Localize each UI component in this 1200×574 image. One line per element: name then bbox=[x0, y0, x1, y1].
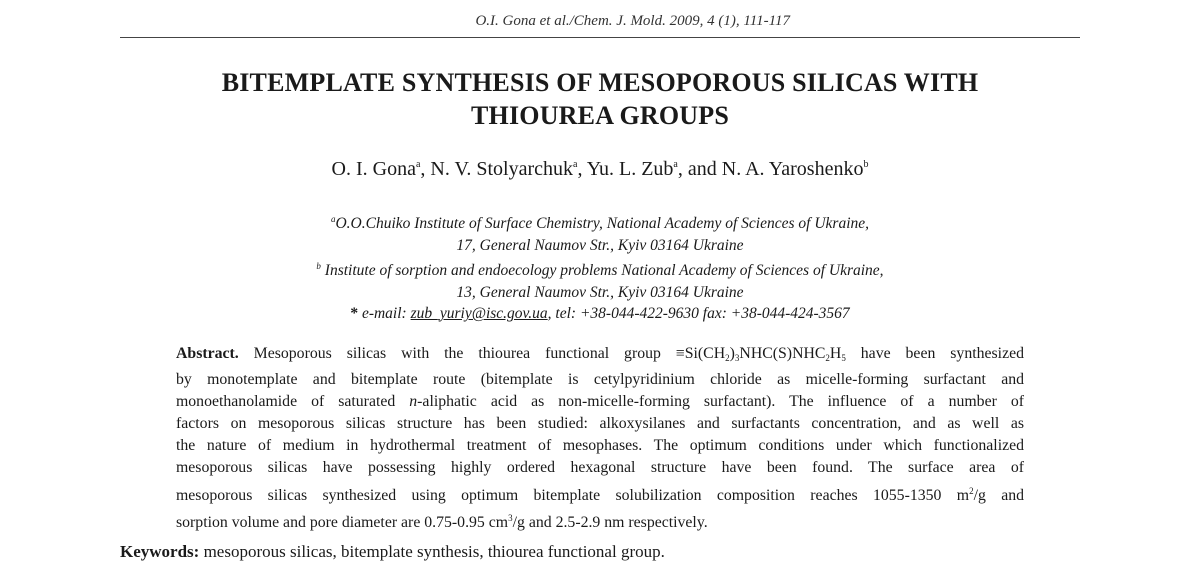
contact-line bbox=[120, 303, 1080, 325]
paper-title bbox=[120, 66, 1080, 132]
title-line-2: THIOUREA GROUPS bbox=[471, 101, 729, 130]
keywords-text: mesoporous silicas, bitemplate synthesis, thiourea functional group. bbox=[199, 542, 665, 561]
abstract-text: ) bbox=[729, 345, 735, 362]
abstract-text: sorption volume and pore diameter are 0.75-0.95 cm bbox=[176, 513, 509, 531]
abstract-italic: n bbox=[409, 393, 418, 411]
abstract-line bbox=[176, 480, 1024, 507]
subscript: 3 bbox=[734, 353, 740, 363]
subscript: 2 bbox=[725, 353, 730, 363]
affiliation-a-line-1 bbox=[120, 209, 1080, 235]
abstract-text: mesoporous silicas synthesized using optimum bitemplate solubilization composition reaches 1055-1350 m bbox=[176, 486, 970, 504]
abstract-text: Mesoporous silicas with the thiourea functional group ≡Si(CH bbox=[238, 345, 726, 362]
abstract-line: mesoporous silicas have possessing highly ordered hexagonal structure have been found. The surface area of bbox=[176, 459, 1024, 477]
superscript: 3 bbox=[508, 512, 513, 523]
abstract-line bbox=[176, 391, 1024, 413]
author-affiliation-mark: a bbox=[673, 159, 678, 170]
author-name: N. V. Stolyarchuk bbox=[430, 158, 574, 180]
affiliation-a-line-2: 17, General Naumov Str., Kyiv 03164 Ukraine bbox=[456, 236, 744, 254]
abstract-line: factors on mesoporous silicas structure has been studied: alkoxysilanes and surfactants concentration, and as well as bbox=[176, 415, 1024, 433]
affiliation-mark-b: b bbox=[316, 261, 321, 272]
corresponding-star: * bbox=[350, 305, 359, 323]
superscript: 2 bbox=[969, 485, 974, 496]
abstract-text: H bbox=[829, 345, 842, 362]
affiliation-b-line-2: 13, General Naumov Str., Kyiv 03164 Ukraine bbox=[456, 283, 744, 301]
abstract-text: monoethanolamide of saturated bbox=[176, 393, 410, 411]
keywords bbox=[120, 542, 1080, 562]
abstract-text: /g and bbox=[973, 486, 1024, 504]
author-affiliation-mark: a bbox=[415, 159, 421, 170]
author-list bbox=[120, 158, 1080, 181]
email-link[interactable]: zub_yuriy@isc.gov.ua bbox=[410, 305, 548, 323]
subscript: 2 bbox=[825, 353, 830, 363]
author-name: N. A. Yaroshenko bbox=[721, 158, 864, 180]
header-rule bbox=[120, 37, 1080, 38]
subscript: 5 bbox=[841, 353, 846, 363]
author-name: O. I. Gona bbox=[331, 158, 416, 180]
title-line-1: BITEMPLATE SYNTHESIS OF MESOPOROUS SILICAS WITH bbox=[221, 68, 979, 97]
affiliation-b-line-1 bbox=[120, 256, 1080, 282]
affiliation-a-text: O.O.Chuiko Institute of Surface Chemistry, National Academy of Sciences of Ukraine, bbox=[335, 215, 870, 232]
abstract-text: NHC(S)NHC bbox=[739, 345, 826, 362]
abstract-line: by monotemplate and bitemplate route (bitemplate is cetylpyridinium chloride as micelle-forming surfactant and bbox=[176, 371, 1024, 389]
abstract-line: the nature of medium in hydrothermal treatment of mesophases. The optimum conditions under which functionalized bbox=[176, 437, 1024, 455]
abstract-line bbox=[176, 507, 1024, 534]
author-separator: , bbox=[577, 158, 587, 180]
author-affiliation-mark: b bbox=[863, 159, 869, 170]
abstract-text: -aliphatic acid as non-micelle-forming surfactant). The influence of a number of bbox=[417, 393, 1024, 411]
abstract bbox=[176, 343, 1024, 534]
abstract-text: /g and 2.5-2.9 nm respectively. bbox=[512, 513, 708, 531]
affiliation-b-text: Institute of sorption and endoecology problems National Academy of Sciences of Ukraine, bbox=[320, 262, 884, 280]
running-head: O.I. Gona et al./Chem. J. Mold. 2009, 4 (1), 111-117 bbox=[475, 13, 790, 29]
author-name: Yu. L. Zub bbox=[586, 158, 674, 180]
author-affiliation-mark: a bbox=[573, 159, 578, 170]
abstract-text: have been synthesized bbox=[845, 345, 1024, 362]
abstract-line bbox=[176, 343, 1024, 369]
affiliation-mark-a: a bbox=[330, 214, 336, 224]
author-separator: , bbox=[420, 158, 431, 180]
affiliations bbox=[120, 209, 1080, 325]
contact-details: , tel: +38-044-422-9630 fax: +38-044-424-3567 bbox=[547, 305, 850, 323]
author-separator: , and bbox=[677, 158, 722, 180]
keywords-label: Keywords: bbox=[120, 542, 200, 561]
email-label: e-mail: bbox=[358, 305, 411, 323]
abstract-label: Abstract. bbox=[176, 345, 239, 362]
